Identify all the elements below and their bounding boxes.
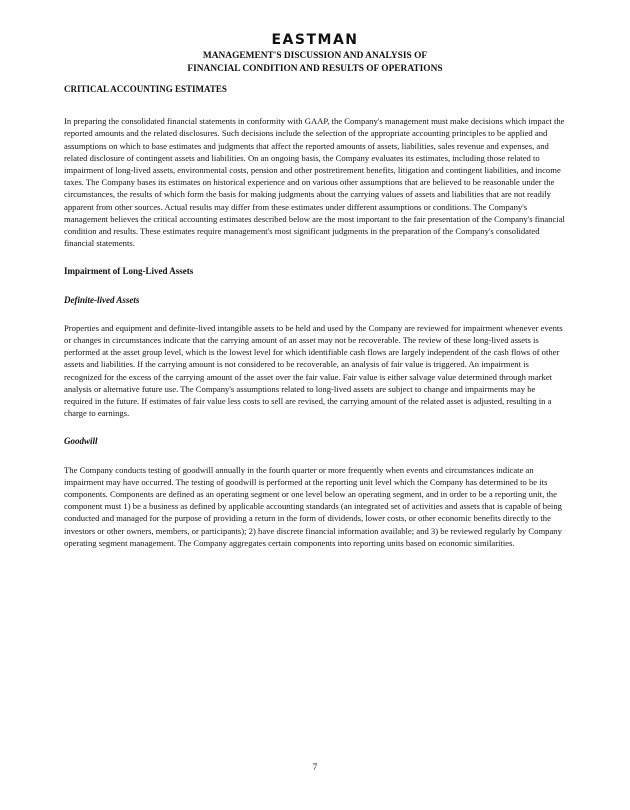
document-header [0,50,630,76]
document-body [64,83,566,565]
page-number: 7 [312,762,318,772]
company-logo: EASTMAN [271,32,359,48]
definite-lived-paragraph: Properties and equipment and definite-lived intangible assets to be held and used by the Company are reviewed for impairment whenever events or changes in circumstances indicate that the carrying amount of an asset may not be recoverable. The review of these long-lived assets is performed at the asset group level, which is the lowest level for which identifiable cash flows are largely independent of the cash flows of other assets and liabilities. If the carrying amount is not considered to be recoverable, an analysis of fair value is triggered. An impairment is recognized for the excess of the carrying amount of the asset over the fair value. Fair value is either salvage value determined through market analysis or alternative future use. The Company's assumptions related to long-lived assets are subject to change and impairments may be required in the future. If estimates of fair value less costs to sell are revised, the carrying amount of the related asset is adjusted, resulting in a charge to earnings. [64,322,563,419]
section-heading: CRITICAL ACCOUNTING ESTIMATES [64,84,227,94]
definite-lived-heading: Definite-lived Assets [64,294,140,305]
goodwill-heading: Goodwill [64,436,98,447]
intro-paragraph: In preparing the consolidated financial statements in conformity with GAAP, the Company's management must make decisions which impact the reported amounts and the related disclosures. Such decisions include the selection of the appropriate accounting principles to be applied and assumptions on which to base estimates and judgments that affect the reported amounts of assets, liabilities, sales revenue and expenses, and related disclosure of contingent assets and liabilities. On an ongoing basis, the Company evaluates its estimates, including those related to impairment of long-lived assets, environmental costs, pension and other postretirement benefits, litigation and contingent liabilities, and income taxes. The Company bases its estimates on historical experience and on various other assumptions that are believed to be reasonable under the circumstances, the results of which form the basis for making judgments about the carrying values of assets and liabilities that are not readily apparent from other sources. Actual results may differ from these estimates under different assumptions or conditions. The Company's management believes the critical accounting estimates described below are the most important to the fair presentation of the Company's financial condition and results. These estimates require management's most significant judgments in the preparation of the Company's consolidated financial statements. [64,116,565,249]
header-title-line-2: FINANCIAL CONDITION AND RESULTS OF OPERATIONS [187,64,443,74]
header-title-line-1: MANAGEMENT'S DISCUSSION AND ANALYSIS OF [202,51,428,61]
goodwill-paragraph: The Company conducts testing of goodwill annually in the fourth quarter or more frequently when events and circumstances indicate an impairment may have occurred. The testing of goodwill is performed at the reporting unit level which the Company has determined to be its components. Components are defined as an operating segment or one level below an operating segment, and in order to be a reporting unit, the component must 1) be a business as defined by applicable accounting standards (an integrated set of activities and assets that is capable of being conducted and managed for the purpose of providing a return in the form of dividends, lower costs, or other economic benefits directly to the investors or other owners, members, or participants); 2) have discrete financial information available; and 3) be reviewed regularly by Company operating segment management. The Company aggregates certain components into reporting units based on economic similarities. [64,464,562,548]
subsection-heading: Impairment of Long-Lived Assets [64,266,194,277]
